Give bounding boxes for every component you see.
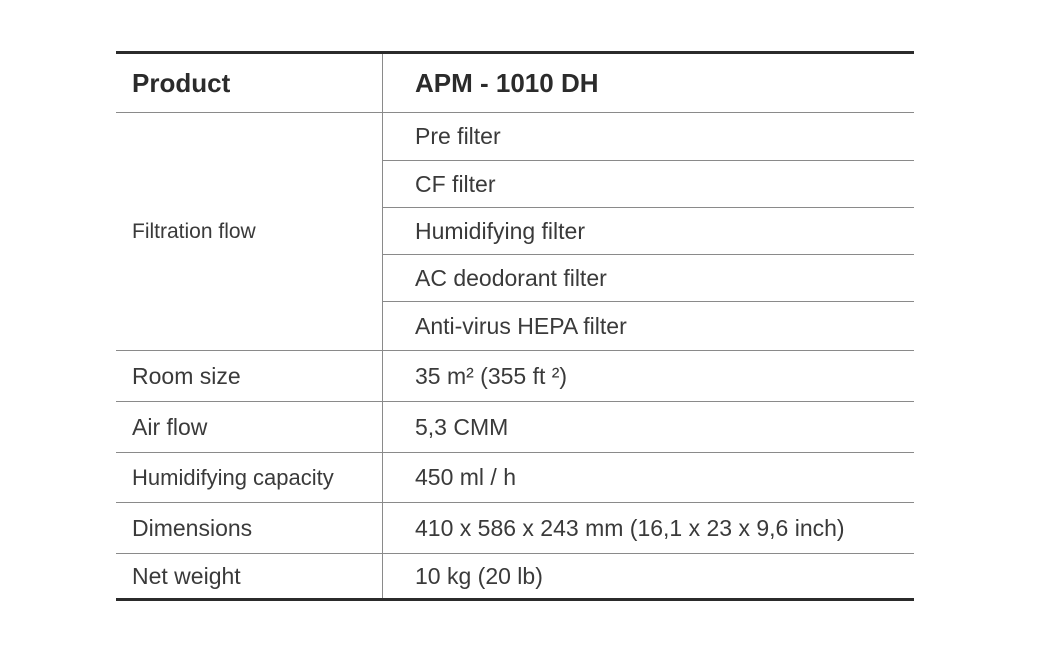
dimensions-value: 410 x 586 x 243 mm (16,1 x 23 x 9,6 inch) (415, 514, 845, 541)
air-flow-row (116, 401, 914, 452)
room-size-label: Room size (116, 351, 383, 401)
table-header-row (116, 54, 914, 112)
humidifying-capacity-value: 450 ml / h (415, 464, 516, 490)
air-flow-label: Air flow (116, 402, 383, 452)
product-spec-table (116, 51, 914, 601)
room-size-row (116, 350, 914, 401)
net-weight-value: 10 kg (20 lb) (415, 562, 543, 589)
room-size-value: 35 m² (355 ft ²) (415, 362, 568, 389)
filter-item-pre: Pre filter (415, 123, 501, 149)
filtration-flow-row (116, 112, 914, 350)
humidifying-capacity-label: Humidifying capacity (116, 453, 383, 502)
net-weight-label: Net weight (116, 554, 383, 598)
filter-list (383, 113, 914, 350)
filtration-flow-label: Filtration flow (116, 113, 383, 350)
filter-item-ac-deodorant: AC deodorant filter (383, 254, 914, 301)
humidifying-capacity-row (116, 452, 914, 502)
product-header-label: Product (116, 54, 383, 112)
air-flow-value: 5,3 CMM (415, 413, 509, 440)
filter-item-cf: CF filter (383, 160, 914, 207)
dimensions-row (116, 502, 914, 553)
filter-item-hepa: Anti-virus HEPA filter (383, 301, 914, 350)
filter-item-humidifying: Humidifying filter (383, 207, 914, 254)
dimensions-label: Dimensions (116, 503, 383, 553)
product-model-name: APM - 1010 DH (415, 67, 599, 98)
net-weight-row (116, 553, 914, 598)
